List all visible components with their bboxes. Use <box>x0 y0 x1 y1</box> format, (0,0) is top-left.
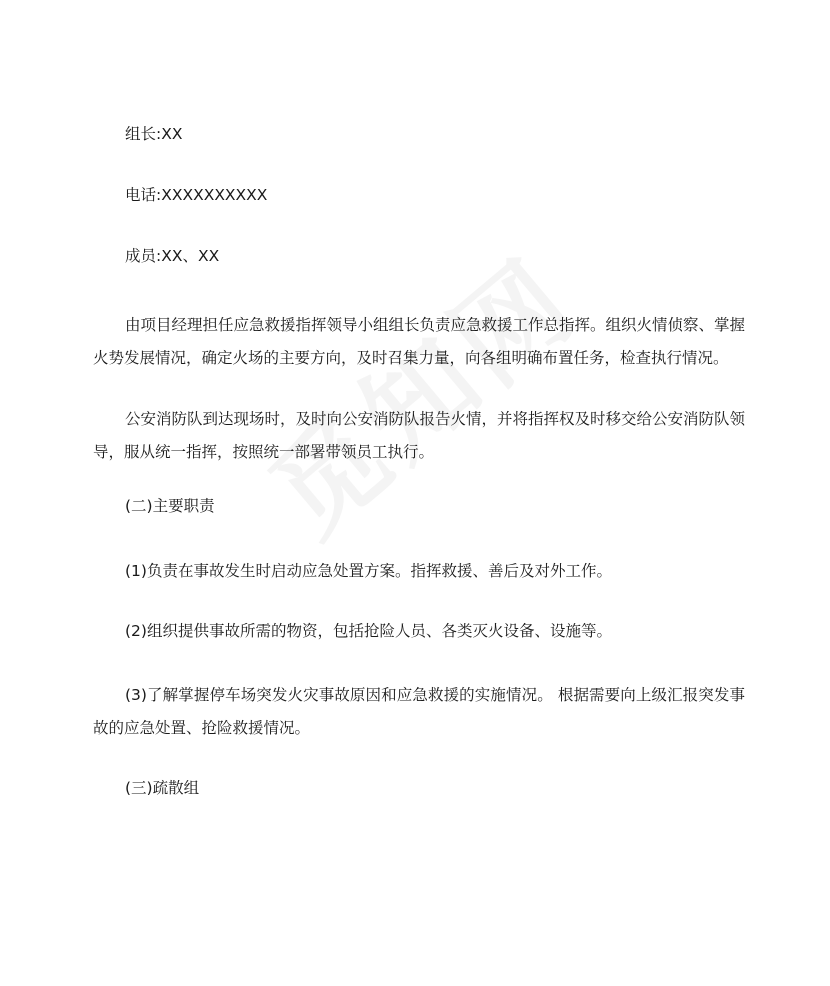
section-heading-evacuation-group: (三)疏散组 <box>125 779 200 797</box>
paragraph-fire-brigade-handover: 公安消防队到达现场时，及时向公安消防队报告火情，并将指挥权及时移交给公安消防队领导，服从统一指挥，按照统一部署带领员工执行。 <box>93 410 746 461</box>
leader-line: 组长:XX <box>125 125 183 143</box>
phone-line: 电话:XXXXXXXXXX <box>125 186 268 204</box>
duty-item-3: (3)了解掌握停车场突发火灾事故原因和应急救援的实施情况。 根据需要向上级汇报突发事故的应急处置、抢险救援情况。 <box>93 686 745 737</box>
duty-item-1: (1)负责在事故发生时启动应急处置方案。指挥救援、善后及对外工作。 <box>125 562 612 580</box>
duty-item-2: (2)组织提供事故所需的物资，包括抢险人员、各类灭火设备、设施等。 <box>125 622 612 640</box>
members-line: 成员:XX、XX <box>125 247 220 265</box>
paragraph-commander-duty: 由项目经理担任应急救援指挥领导小组组长负责应急救援工作总指挥。组织火情侦察、掌握火势发展情况，确定火场的主要方向，及时召集力量，向各组明确布置任务，检查执行情况。 <box>93 316 746 367</box>
section-heading-main-duties: (二)主要职责 <box>125 497 215 515</box>
